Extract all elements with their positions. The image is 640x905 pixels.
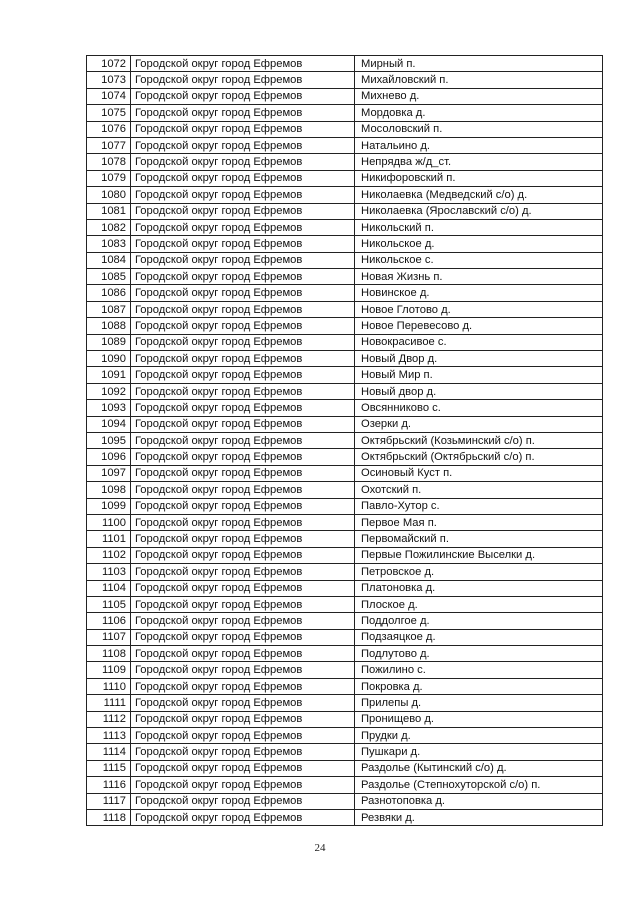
settlement-cell: Охотский п. <box>355 482 603 498</box>
table-row <box>87 367 603 383</box>
table-row <box>87 269 603 285</box>
settlement-cell: Пушкари д. <box>355 744 603 760</box>
settlement-cell: Октябрьский (Козьминский с/о) п. <box>355 432 603 448</box>
row-number: 1077 <box>87 137 131 153</box>
district-cell: Городской округ город Ефремов <box>131 170 355 186</box>
district-cell: Городской округ город Ефремов <box>131 219 355 235</box>
district-cell: Городской округ город Ефремов <box>131 105 355 121</box>
district-cell: Городской округ город Ефремов <box>131 629 355 645</box>
row-number: 1082 <box>87 219 131 235</box>
table-row <box>87 777 603 793</box>
row-number: 1072 <box>87 56 131 72</box>
page-number: 24 <box>314 842 326 854</box>
district-cell: Городской округ город Ефремов <box>131 465 355 481</box>
district-cell: Городской округ город Ефремов <box>131 416 355 432</box>
table-row <box>87 285 603 301</box>
settlement-cell: Первое Мая п. <box>355 514 603 530</box>
settlement-cell: Новое Глотово д. <box>355 301 603 317</box>
settlement-cell: Непрядва ж/д_ст. <box>355 154 603 170</box>
table-row <box>87 580 603 596</box>
district-cell: Городской округ город Ефремов <box>131 564 355 580</box>
district-cell: Городской округ город Ефремов <box>131 252 355 268</box>
settlement-cell: Никольский п. <box>355 219 603 235</box>
table-row <box>87 498 603 514</box>
table-row <box>87 236 603 252</box>
row-number: 1088 <box>87 318 131 334</box>
settlement-cell: Пожилино с. <box>355 662 603 678</box>
row-number: 1075 <box>87 105 131 121</box>
settlement-cell: Новинское д. <box>355 285 603 301</box>
settlement-cell: Озерки д. <box>355 416 603 432</box>
table-row <box>87 793 603 809</box>
district-cell: Городской округ город Ефремов <box>131 400 355 416</box>
district-cell: Городской округ город Ефремов <box>131 203 355 219</box>
row-number: 1112 <box>87 711 131 727</box>
table-row <box>87 482 603 498</box>
district-cell: Городской округ город Ефремов <box>131 646 355 662</box>
row-number: 1084 <box>87 252 131 268</box>
settlement-cell: Пронищево д. <box>355 711 603 727</box>
row-number: 1110 <box>87 678 131 694</box>
row-number: 1097 <box>87 465 131 481</box>
table-row <box>87 187 603 203</box>
district-cell: Городской округ город Ефремов <box>131 449 355 465</box>
row-number: 1103 <box>87 564 131 580</box>
district-cell: Городской округ город Ефремов <box>131 318 355 334</box>
row-number: 1100 <box>87 514 131 530</box>
settlements-table <box>86 55 603 826</box>
settlement-cell: Осиновый Куст п. <box>355 465 603 481</box>
settlement-cell: Мордовка д. <box>355 105 603 121</box>
row-number: 1105 <box>87 596 131 612</box>
district-cell: Городской округ город Ефремов <box>131 154 355 170</box>
settlement-cell: Подлутово д. <box>355 646 603 662</box>
district-cell: Городской округ город Ефремов <box>131 711 355 727</box>
table-row <box>87 219 603 235</box>
district-cell: Городской округ город Ефремов <box>131 547 355 563</box>
row-number: 1108 <box>87 646 131 662</box>
row-number: 1093 <box>87 400 131 416</box>
district-cell: Городской округ город Ефремов <box>131 793 355 809</box>
table-row <box>87 678 603 694</box>
district-cell: Городской округ город Ефремов <box>131 514 355 530</box>
settlement-cell: Новый Мир п. <box>355 367 603 383</box>
district-cell: Городской округ город Ефремов <box>131 580 355 596</box>
district-cell: Городской округ город Ефремов <box>131 351 355 367</box>
table-row <box>87 105 603 121</box>
settlement-cell: Раздолье (Кытинский с/о) д. <box>355 760 603 776</box>
settlement-cell: Прудки д. <box>355 728 603 744</box>
district-cell: Городской округ город Ефремов <box>131 432 355 448</box>
table-row <box>87 72 603 88</box>
settlement-cell: Мосоловский п. <box>355 121 603 137</box>
row-number: 1086 <box>87 285 131 301</box>
district-cell: Городской округ город Ефремов <box>131 56 355 72</box>
table-row <box>87 432 603 448</box>
district-cell: Городской округ город Ефремов <box>131 695 355 711</box>
row-number: 1095 <box>87 432 131 448</box>
settlement-cell: Никифоровский п. <box>355 170 603 186</box>
table-row <box>87 531 603 547</box>
settlement-cell: Никольское д. <box>355 236 603 252</box>
row-number: 1104 <box>87 580 131 596</box>
table-row <box>87 318 603 334</box>
row-number: 1116 <box>87 777 131 793</box>
table-row <box>87 170 603 186</box>
district-cell: Городской округ город Ефремов <box>131 187 355 203</box>
row-number: 1113 <box>87 728 131 744</box>
row-number: 1087 <box>87 301 131 317</box>
row-number: 1092 <box>87 383 131 399</box>
settlement-cell: Подзаяцкое д. <box>355 629 603 645</box>
table-row <box>87 613 603 629</box>
settlements-table-body <box>87 56 603 826</box>
table-row <box>87 728 603 744</box>
settlement-cell: Николаевка (Медведский с/о) д. <box>355 187 603 203</box>
district-cell: Городской округ город Ефремов <box>131 121 355 137</box>
settlement-cell: Петровское д. <box>355 564 603 580</box>
settlement-cell: Платоновка д. <box>355 580 603 596</box>
row-number: 1081 <box>87 203 131 219</box>
table-row <box>87 383 603 399</box>
table-row <box>87 88 603 104</box>
district-cell: Городской округ город Ефремов <box>131 728 355 744</box>
table-row <box>87 334 603 350</box>
table-row <box>87 695 603 711</box>
table-row <box>87 137 603 153</box>
table-row <box>87 301 603 317</box>
row-number: 1076 <box>87 121 131 137</box>
row-number: 1079 <box>87 170 131 186</box>
settlement-cell: Новая Жизнь п. <box>355 269 603 285</box>
district-cell: Городской округ город Ефремов <box>131 777 355 793</box>
district-cell: Городской округ город Ефремов <box>131 498 355 514</box>
row-number: 1107 <box>87 629 131 645</box>
settlement-cell: Мирный п. <box>355 56 603 72</box>
table-row <box>87 400 603 416</box>
district-cell: Городской округ город Ефремов <box>131 613 355 629</box>
row-number: 1115 <box>87 760 131 776</box>
table-row <box>87 465 603 481</box>
settlement-cell: Новое Перевесово д. <box>355 318 603 334</box>
district-cell: Городской округ город Ефремов <box>131 760 355 776</box>
row-number: 1106 <box>87 613 131 629</box>
row-number: 1101 <box>87 531 131 547</box>
district-cell: Городской округ город Ефремов <box>131 809 355 825</box>
settlement-cell: Первомайский п. <box>355 531 603 547</box>
row-number: 1089 <box>87 334 131 350</box>
settlement-cell: Михайловский п. <box>355 72 603 88</box>
table-row <box>87 154 603 170</box>
settlement-cell: Октябрьский (Октябрьский с/о) п. <box>355 449 603 465</box>
settlement-cell: Новокрасивое с. <box>355 334 603 350</box>
district-cell: Городской округ город Ефремов <box>131 301 355 317</box>
district-cell: Городской округ город Ефремов <box>131 88 355 104</box>
table-row <box>87 596 603 612</box>
row-number: 1090 <box>87 351 131 367</box>
table-row <box>87 662 603 678</box>
settlement-cell: Поддолгое д. <box>355 613 603 629</box>
district-cell: Городской округ город Ефремов <box>131 367 355 383</box>
row-number: 1085 <box>87 269 131 285</box>
table-row <box>87 203 603 219</box>
row-number: 1096 <box>87 449 131 465</box>
table-row <box>87 514 603 530</box>
row-number: 1118 <box>87 809 131 825</box>
table-row <box>87 629 603 645</box>
row-number: 1114 <box>87 744 131 760</box>
row-number: 1117 <box>87 793 131 809</box>
row-number: 1109 <box>87 662 131 678</box>
district-cell: Городской округ город Ефремов <box>131 72 355 88</box>
settlement-cell: Натальино д. <box>355 137 603 153</box>
settlement-cell: Павло-Хутор с. <box>355 498 603 514</box>
district-cell: Городской округ город Ефремов <box>131 662 355 678</box>
district-cell: Городской округ город Ефремов <box>131 678 355 694</box>
settlement-cell: Михнево д. <box>355 88 603 104</box>
row-number: 1091 <box>87 367 131 383</box>
district-cell: Городской округ город Ефремов <box>131 137 355 153</box>
table-row <box>87 56 603 72</box>
row-number: 1111 <box>87 695 131 711</box>
row-number: 1074 <box>87 88 131 104</box>
district-cell: Городской округ город Ефремов <box>131 531 355 547</box>
district-cell: Городской округ город Ефремов <box>131 236 355 252</box>
row-number: 1102 <box>87 547 131 563</box>
settlement-cell: Никольское с. <box>355 252 603 268</box>
table-row <box>87 744 603 760</box>
table-row <box>87 252 603 268</box>
row-number: 1099 <box>87 498 131 514</box>
settlement-cell: Овсянниково с. <box>355 400 603 416</box>
settlement-cell: Первые Пожилинские Выселки д. <box>355 547 603 563</box>
district-cell: Городской округ город Ефремов <box>131 285 355 301</box>
table-row <box>87 351 603 367</box>
table-row <box>87 121 603 137</box>
district-cell: Городской округ город Ефремов <box>131 383 355 399</box>
table-row <box>87 809 603 825</box>
settlement-cell: Новый двор д. <box>355 383 603 399</box>
table-row <box>87 547 603 563</box>
settlement-cell: Плоское д. <box>355 596 603 612</box>
district-cell: Городской округ город Ефремов <box>131 744 355 760</box>
row-number: 1080 <box>87 187 131 203</box>
row-number: 1098 <box>87 482 131 498</box>
row-number: 1078 <box>87 154 131 170</box>
table-row <box>87 760 603 776</box>
district-cell: Городской округ город Ефремов <box>131 596 355 612</box>
district-cell: Городской округ город Ефремов <box>131 482 355 498</box>
settlement-cell: Покровка д. <box>355 678 603 694</box>
settlement-cell: Раздолье (Степнохуторской с/о) п. <box>355 777 603 793</box>
settlement-cell: Новый Двор д. <box>355 351 603 367</box>
row-number: 1094 <box>87 416 131 432</box>
table-row <box>87 449 603 465</box>
settlement-cell: Прилепы д. <box>355 695 603 711</box>
table-row <box>87 646 603 662</box>
district-cell: Городской округ город Ефремов <box>131 334 355 350</box>
table-row <box>87 416 603 432</box>
table-row <box>87 711 603 727</box>
settlement-cell: Резвяки д. <box>355 809 603 825</box>
district-cell: Городской округ город Ефремов <box>131 269 355 285</box>
row-number: 1083 <box>87 236 131 252</box>
settlement-cell: Разнотоповка д. <box>355 793 603 809</box>
settlement-cell: Николаевка (Ярославский с/о) д. <box>355 203 603 219</box>
row-number: 1073 <box>87 72 131 88</box>
table-row <box>87 564 603 580</box>
